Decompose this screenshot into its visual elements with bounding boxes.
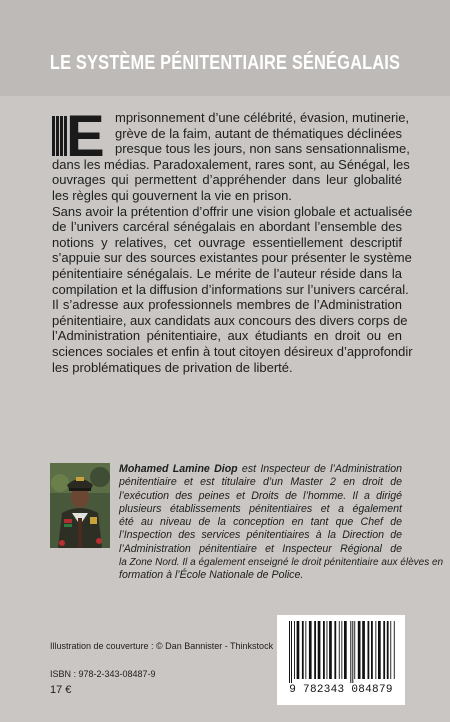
barcode-bar [323,621,325,679]
bio-line: pénitentiaire et est titulaire d’un Master 2 en droit de [119,476,402,489]
barcode-bar [394,621,395,679]
summary-line: mprisonnement d’une célébrité, évasion, mutinerie, [115,110,410,125]
barcode-digits: 9 782343 084879 [289,684,393,696]
bio-first-text: est Inspecteur de l’Administration [237,463,402,475]
barcode-bar [297,621,300,679]
barcode-bar [339,621,340,679]
bio-line: la Zone Nord. Il a également enseigné le droit pénitentiaire aux élèves en [119,557,444,569]
barcode-bar [334,621,336,679]
summary-line: sciences sociales et enfin à tout citoyen désireux d’approfondir [52,343,413,359]
author-bio [119,463,444,583]
barcode-bar [350,621,351,683]
drop-cap-letter: E [66,104,105,169]
barcode-bar [309,621,312,679]
barcode-bar [327,621,328,679]
bio-line: été au niveau de la conception en tant que Chef de [119,516,402,529]
barcode-bar [341,621,342,679]
summary-line: l’Administration pénitentiaire, aux étudiants en droit ou en [52,328,402,344]
summary-line: pénitentiaire, aux candidats aux concours des divers corps de [52,312,408,328]
barcode-bar [318,621,321,679]
author-name: Mohamed Lamine Diop [119,463,238,475]
barcode-bar [289,621,290,683]
bio-line [119,463,402,476]
barcode-bar [378,621,381,679]
summary-line: de l’univers carcéral sénégalais en abordant l’ensemble des [52,219,402,235]
book-title: LE SYSTÈME PÉNITENTIAIRE SÉNÉGALAIS [49,52,401,74]
barcode-bar [362,621,365,679]
bio-line: l’Administration pénitentiaire et Inspecteur Régional de [119,542,402,555]
barcode-bar [305,621,306,679]
summary-line: Sans avoir la prétention d’offrir une vision globale et actualisée [52,203,413,219]
barcode-bar [329,621,332,679]
barcode-bar [371,621,373,679]
summary-line: les règles qui gouvernent la vie en prison. [52,187,292,203]
title-band [0,0,450,96]
barcode-bar [352,621,353,683]
barcode-bar [358,621,361,679]
barcode-bar [368,621,370,679]
summary-line: presque tous les jours, non sans sensationnalisme, [115,141,410,157]
summary-line: grève de la faim, autant de thématiques déclinées [115,125,402,141]
author-photo [50,463,110,548]
summary-text [52,104,413,375]
summary-line: ouvrages qui permettent d’appréhender dans leur globalité [52,172,402,188]
barcode [277,615,405,705]
isbn: ISBN : 978-2-343-08487-9 [50,669,156,679]
bio-line: l’exécution des peines et Droits de l’homme. Il a dirigé [119,489,402,502]
summary-line: Il s’adresse aux professionnels membres de l’Administration [52,297,402,313]
summary-line: les problématiques de privation de liberté. [52,359,293,375]
barcode-bar [344,621,347,679]
bio-line: l’Inspection des services pénitentiaires à la Direction de [119,529,402,542]
author-portrait-photo-icon [50,463,110,548]
bio-line: formation à l’École Nationale de Police. [119,569,304,582]
summary-line: notions y relatives, cet ouvrage essentiellement descriptif [52,234,402,250]
barcode-bar [390,621,391,679]
barcode-bar [314,621,316,679]
summary-line: compilation et la diffusion d’informations sur l’univers carcéral. [52,281,409,297]
bio-line: plusieurs établissements pénitentiaires et a également [119,502,402,515]
barcode-bar [354,621,355,679]
barcode-bars-icon [287,621,395,683]
barcode-bar [387,621,389,679]
summary-line: dans les médias. Paradoxalement, rares sont, au Sénégal, les [52,156,410,172]
price: 17 € [50,684,72,696]
barcode-bar [383,621,385,679]
summary-line: pénitentiaire sénégalais. Le mérite de l’auteur réside dans la [52,265,402,281]
barcode-bar [302,621,304,679]
barcode-bar [375,621,376,679]
barcode-bar [291,621,292,683]
barcode-bar [294,621,295,679]
cover-illustration-credit: Illustration de couverture : © Dan Bannister - Thinkstock [50,641,274,651]
summary-line: s’appuie sur des sources existantes pour présenter le système [52,250,412,266]
